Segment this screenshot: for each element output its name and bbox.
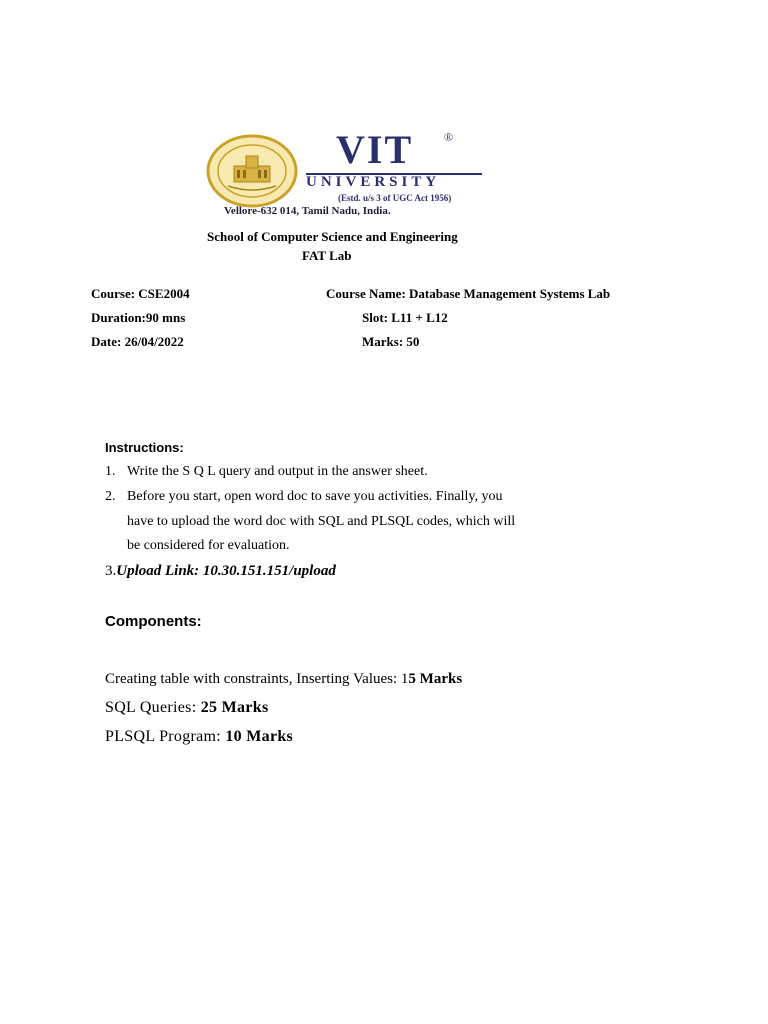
course-name: Course Name: Database Management Systems Lab [326,286,611,301]
component-sql-marks: 25 Marks [200,699,269,716]
components-heading: Components: [105,613,202,630]
slot: Slot: L11 + L12 [362,310,448,325]
university-seal-icon [206,134,298,213]
component-table-label: Creating table with constraints, Inserting Values: 1 [105,671,409,687]
component-plsql-marks: 10 Marks [225,728,294,745]
duration: Duration:90 mns [91,310,186,325]
vit-logo [206,127,484,222]
upload-instruction [105,563,336,580]
upload-number: 3. [105,563,117,579]
logo-estd: (Estd. u/s 3 of UGC Act 1956) [338,193,452,203]
registered-mark: ® [444,130,454,144]
instruction-2-text-cont: have to upload the word doc with SQL and PLSQL codes, which will [127,514,516,529]
instruction-2-text: Before you start, open word doc to save you activities. Finally, you [127,489,503,504]
course-code: Course: CSE2004 [91,286,190,301]
component-sql-queries [105,699,268,717]
exam-date: Date: 26/04/2022 [91,334,184,349]
component-table-marks: 5 Marks [408,671,463,687]
component-plsql-label: PLSQL Program: [105,728,226,745]
logo-address: Vellore-632 014, Tamil Nadu, India. [224,205,391,217]
logo-wordmark: VIT [336,127,414,172]
component-sql-label: SQL Queries: [105,699,201,716]
instruction-1-text: Write the S Q L query and output in the answer sheet. [127,464,428,479]
upload-link: Upload Link: 10.30.151.151/upload [116,563,336,579]
total-marks: Marks: 50 [362,334,420,349]
instruction-1-number: 1. [105,464,116,479]
component-table-values [105,671,462,688]
instruction-2-text-end: be considered for evaluation. [127,538,290,553]
instruction-2-number: 2. [105,489,116,504]
component-plsql-program [105,728,293,746]
exam-title: FAT Lab [302,248,352,263]
logo-university: UNIVERSITY [306,174,441,190]
school-name: School of Computer Science and Engineering [207,229,458,244]
instructions-heading: Instructions: [105,440,184,455]
